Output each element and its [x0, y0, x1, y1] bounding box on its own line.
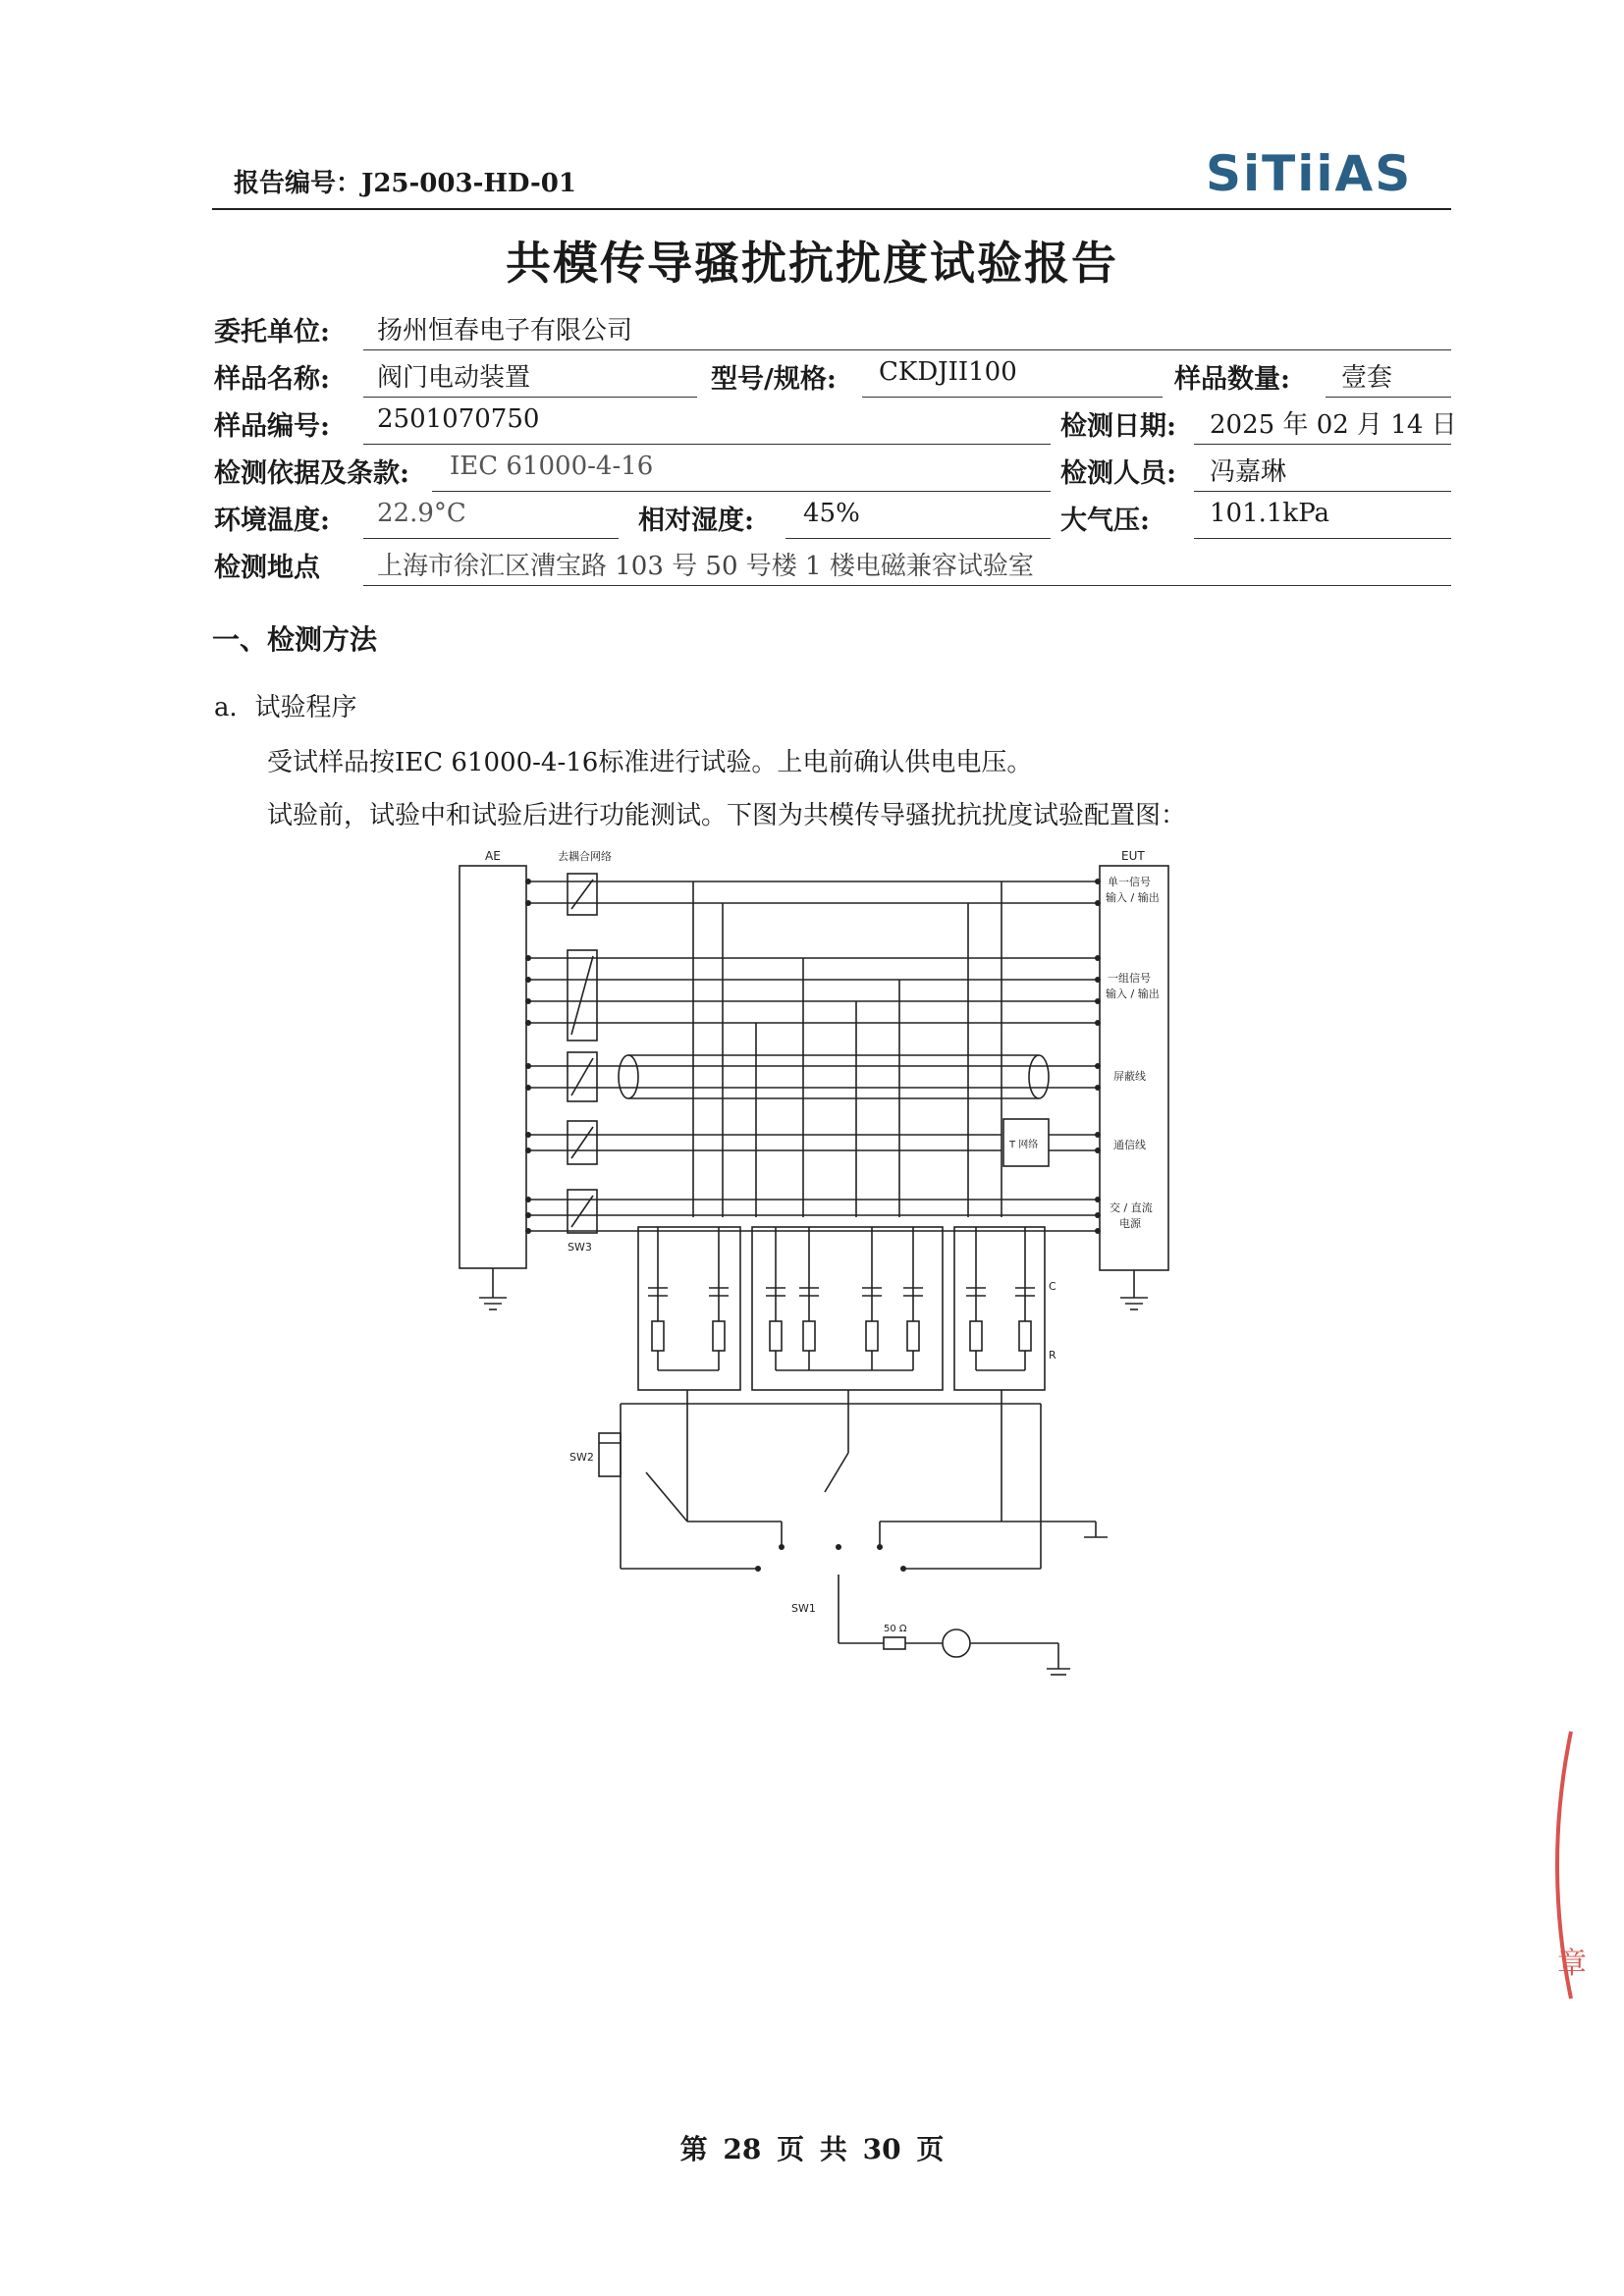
- underline: [363, 444, 1051, 445]
- location-value: 上海市徐汇区漕宝路 103 号 50 号楼 1 楼电磁兼容试验室: [377, 552, 1034, 581]
- underline: [785, 538, 1051, 539]
- power-label-1: 交 / 直流: [1110, 1201, 1153, 1214]
- sample-name-value: 阀门电动装置: [377, 363, 531, 393]
- client-value: 扬州恒春电子有限公司: [377, 316, 633, 346]
- quantity-label: 样品数量:: [1174, 364, 1290, 395]
- report-number-value: J25-003-HD-01: [361, 169, 576, 198]
- underline: [363, 585, 1451, 586]
- client-label: 委托单位:: [214, 317, 330, 347]
- basis-value: IEC 61000-4-16: [450, 452, 654, 481]
- sw2-label: SW2: [569, 1451, 594, 1464]
- page-footer: 第 28 页 共 30 页: [679, 2133, 945, 2165]
- comm-label: 通信线: [1113, 1139, 1146, 1151]
- t-network-label: T 网络: [1009, 1140, 1039, 1150]
- test-setup-diagram: [452, 844, 1198, 1708]
- underline: [1194, 538, 1451, 539]
- ae-label: AE: [485, 849, 501, 863]
- cdn-coupling-box: [954, 1227, 1045, 1390]
- report-number-label: 报告编号：: [234, 169, 362, 198]
- temp-value: 22.9°C: [377, 499, 466, 528]
- sample-no-label: 样品编号:: [214, 411, 330, 442]
- company-logo: SiTiiAS: [1206, 145, 1413, 202]
- location-label: 检测地点: [214, 553, 320, 583]
- cdn-coupling-box: [752, 1227, 943, 1390]
- paragraph: 受试样品按IEC 61000-4-16标准进行试验。上电前确认供电电压。: [267, 748, 1033, 777]
- underline: [363, 349, 1451, 350]
- underline: [363, 397, 697, 398]
- shield-label: 屏蔽线: [1113, 1070, 1146, 1083]
- report-number: [234, 163, 576, 199]
- model-label: 型号/规格:: [711, 364, 837, 395]
- sw1-label: SW1: [791, 1602, 816, 1615]
- temp-label: 环境温度:: [214, 506, 330, 536]
- group-signal-label-1: 一组信号: [1108, 972, 1151, 985]
- capacitor-label: C: [1049, 1280, 1056, 1293]
- seal-stamp-fragment: [1532, 1728, 1591, 2002]
- quantity-value: 壹套: [1341, 363, 1393, 393]
- pressure-value: 101.1kPa: [1210, 499, 1330, 528]
- resistor-label: R: [1049, 1349, 1056, 1362]
- underline: [1326, 397, 1451, 398]
- sw3-label: SW3: [568, 1241, 592, 1254]
- cdn-coupling-box: [638, 1227, 740, 1390]
- model-value: CKDJII100: [879, 357, 1017, 387]
- section-heading: 一、检测方法: [212, 623, 378, 656]
- humidity-label: 相对湿度:: [638, 506, 754, 536]
- basis-label: 检测依据及条款:: [214, 458, 409, 489]
- tester-label: 检测人员:: [1060, 458, 1176, 489]
- resistor-50ohm-label: 50 Ω: [884, 1624, 907, 1634]
- decoupling-label: 去耦合网络: [558, 850, 612, 863]
- underline: [363, 538, 619, 539]
- single-signal-label-1: 单一信号: [1108, 876, 1151, 888]
- underline: [1194, 444, 1451, 445]
- subsection-heading: a．试验程序: [214, 693, 357, 722]
- ae-box: [460, 866, 526, 1268]
- header-rule: [212, 208, 1451, 210]
- humidity-value: 45%: [803, 499, 860, 528]
- paragraph: 试验前，试验中和试验后进行功能测试。下图为共模传导骚扰抗扰度试验配置图：: [267, 801, 1187, 830]
- test-date-value: 2025 年 02 月 14 日: [1210, 410, 1457, 440]
- underline: [432, 491, 1051, 492]
- sample-name-label: 样品名称:: [214, 364, 330, 395]
- svg-text:章: 章: [1557, 1947, 1587, 1981]
- power-label-2: 电源: [1119, 1217, 1141, 1230]
- underline: [1194, 491, 1451, 492]
- group-signal-label-2: 输入 / 输出: [1106, 988, 1160, 1000]
- underline: [862, 397, 1163, 398]
- test-date-label: 检测日期:: [1060, 411, 1176, 442]
- eut-label: EUT: [1121, 849, 1145, 863]
- page-title: 共模传导骚扰抗扰度试验报告: [506, 237, 1118, 290]
- sample-no-value: 2501070750: [377, 404, 540, 434]
- tester-value: 冯嘉琳: [1210, 457, 1287, 487]
- single-signal-label-2: 输入 / 输出: [1106, 891, 1160, 904]
- pressure-label: 大气压:: [1060, 506, 1150, 536]
